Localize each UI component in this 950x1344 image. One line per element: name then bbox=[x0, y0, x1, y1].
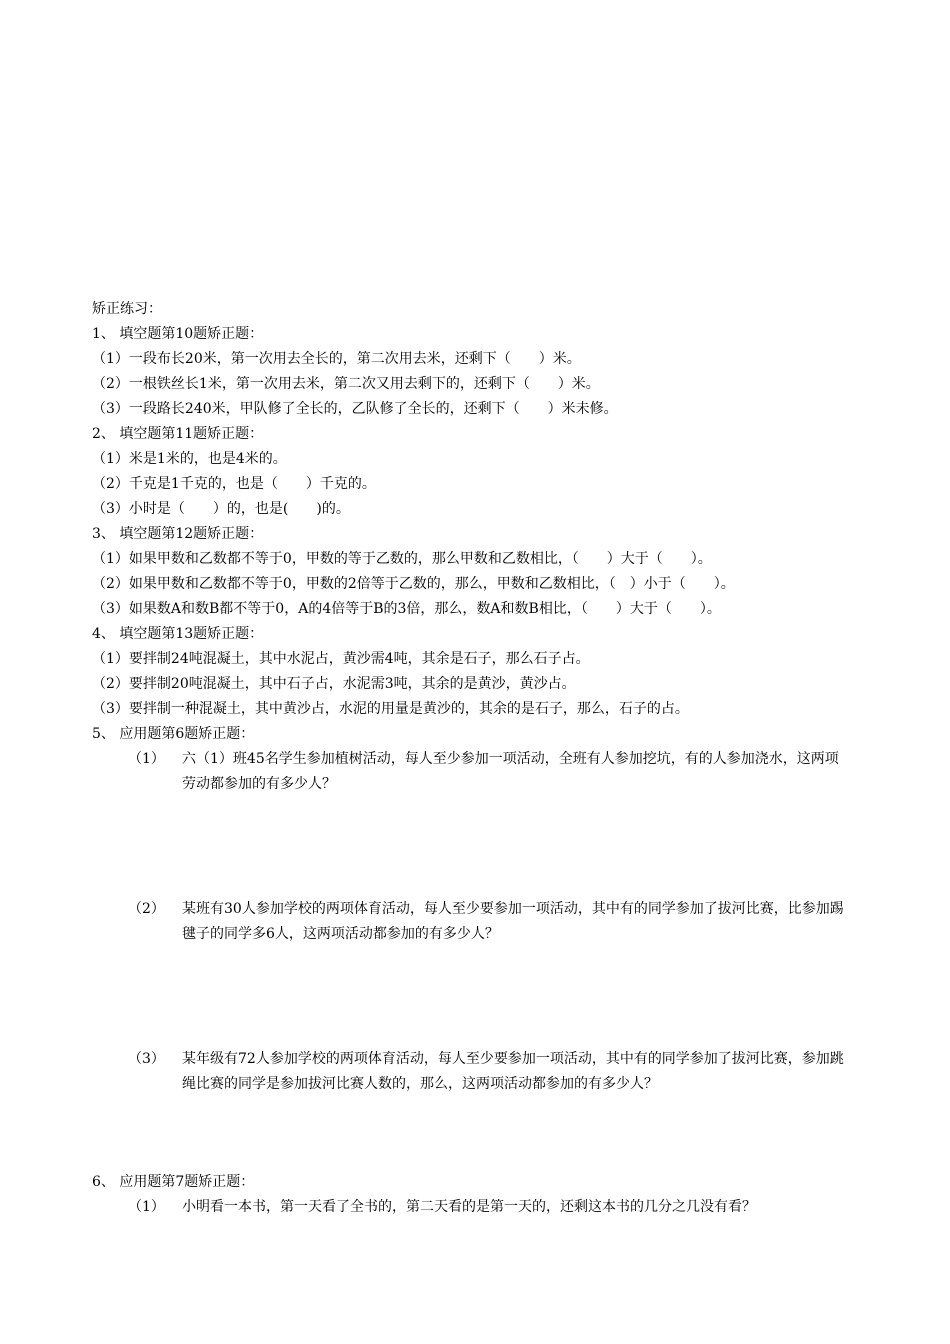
section-5-item-2-number: （2） bbox=[128, 901, 165, 917]
section-1-item-3: （3）一段路长240米，甲队修了全长的，乙队修了全长的，还剩下（ ）米未修。 bbox=[92, 401, 618, 417]
section-1-item-1: （1）一段布长20米，第一次用去全长的，第二次用去米，还剩下（ ）米。 bbox=[92, 351, 581, 367]
section-4-title: 4、 填空题第13题矫正题： bbox=[92, 626, 264, 642]
section-3-title: 3、 填空题第12题矫正题： bbox=[92, 526, 264, 542]
section-2-item-2: （2）千克是1千克的，也是（ ）千克的。 bbox=[92, 476, 376, 492]
section-5-item-3-number: （3） bbox=[128, 1051, 165, 1067]
section-2-item-1: （1）米是1米的，也是4米的。 bbox=[92, 451, 287, 467]
section-6-item-1-number: （1） bbox=[128, 1199, 165, 1215]
section-4-item-2: （2）要拌制20吨混凝土，其中石子占，水泥需3吨，其余的是黄沙，黄沙占。 bbox=[92, 676, 576, 692]
section-2-item-3: （3）小时是（ ）的，也是( )的。 bbox=[92, 501, 350, 517]
section-5-item-2-text: 某班有30人参加学校的两项体育活动，每人至少要参加一项活动，其中有的同学参加了拔河比赛，比参加踢毽子的同学多6人，这两项活动都参加的有多少人？ bbox=[182, 901, 844, 942]
section-4-item-1: （1）要拌制24吨混凝土，其中水泥占，黄沙需4吨，其余是石子，那么石子占。 bbox=[92, 651, 590, 667]
section-5-item-1-text: 六（1）班45名学生参加植树活动，每人至少参加一项活动，全班有人参加挖坑，有的人参加浇水，这两项劳动都参加的有多少人？ bbox=[182, 751, 839, 792]
section-1-item-2: （2）一根铁丝长1米，第一次用去米，第二次又用去剩下的，还剩下（ ）米。 bbox=[92, 376, 600, 392]
section-5-title: 5、 应用题第6题矫正题： bbox=[92, 726, 255, 742]
section-6-title: 6、 应用题第7题矫正题： bbox=[92, 1174, 255, 1190]
section-5-item-3-text: 某年级有72人参加学校的两项体育活动，每人至少要参加一项活动，其中有的同学参加了拔河比赛，参加跳绳比赛的同学是参加拔河比赛人数的，那么，这两项活动都参加的有多少人？ bbox=[182, 1051, 844, 1092]
section-3-item-1: （1）如果甲数和乙数都不等于0，甲数的等于乙数的，那么甲数和乙数相比，（ ）大于（ ）。 bbox=[92, 551, 712, 567]
section-1-title: 1、 填空题第10题矫正题： bbox=[92, 326, 264, 342]
page-heading: 矫正练习： bbox=[92, 301, 162, 317]
section-6-item-1-text: 小明看一本书，第一天看了全书的，第二天看的是第一天的，还剩这本书的几分之几没有看？ bbox=[182, 1199, 756, 1215]
section-3-item-3: （3）如果数A和数B都不等于0，A的4倍等于B的3倍，那么，数A和数B相比，（ ）大于（ ）。 bbox=[92, 601, 721, 617]
section-4-item-3: （3）要拌制一种混凝土，其中黄沙占，水泥的用量是黄沙的，其余的是石子，那么，石子的占。 bbox=[92, 701, 689, 717]
section-2-title: 2、 填空题第11题矫正题： bbox=[92, 426, 264, 442]
section-3-item-2: （2）如果甲数和乙数都不等于0，甲数的2倍等于乙数的，那么，甲数和乙数相比，（ ）小于（ ）。 bbox=[92, 576, 735, 592]
section-5-item-1-number: （1） bbox=[128, 751, 165, 767]
